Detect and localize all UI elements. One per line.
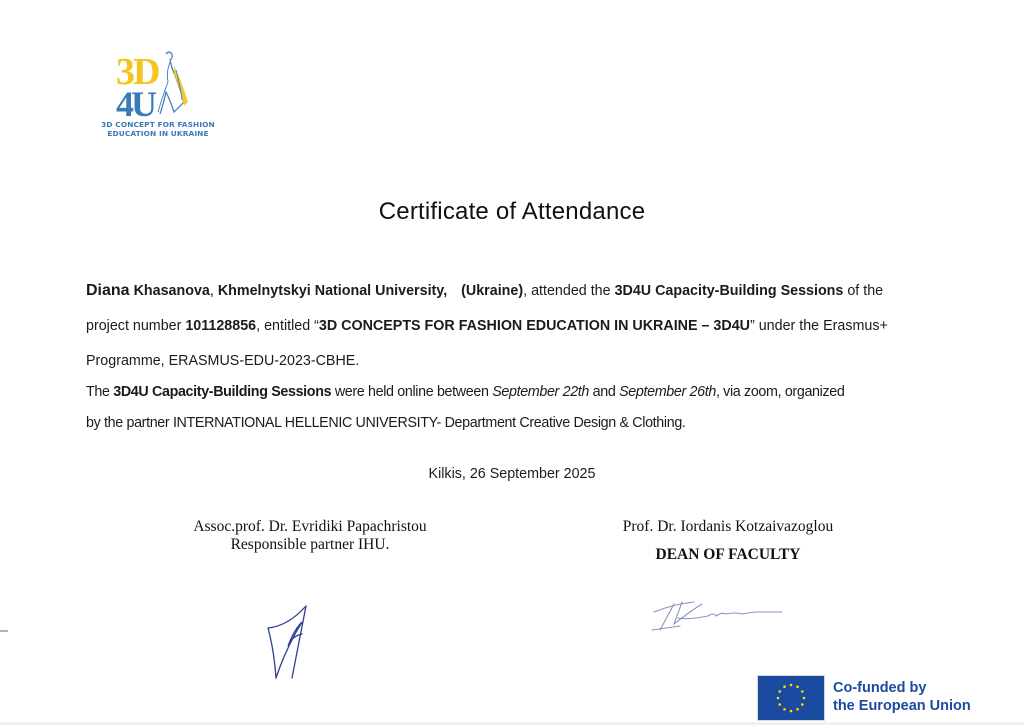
eu-cofunded-text <box>833 679 971 715</box>
of-the-text: of the <box>847 283 884 299</box>
eu-flag-icon <box>757 675 825 721</box>
signature-left-icon <box>258 598 320 684</box>
certificate-title: Certificate of Attendance <box>378 198 646 225</box>
signatory-right-role: DEAN OF FACULTY <box>655 546 801 563</box>
signatory-left-role: Responsible partner IHU. <box>230 536 390 553</box>
participant-last-name: Khasanova <box>133 283 210 299</box>
sessions-name-2: 3D4U Capacity-Building Sessions <box>113 384 332 400</box>
project-number-label: project number <box>86 318 182 334</box>
logo-caption-line2: EDUCATION IN UKRAINE <box>107 129 209 138</box>
end-date: September 26th <box>619 384 716 400</box>
svg-text:3D: 3D <box>116 51 159 93</box>
via-zoom-text: , via zoom, organized <box>715 384 845 400</box>
held-text: were held online between <box>334 384 489 400</box>
logo-caption <box>96 120 220 138</box>
participant-university: Khmelnytskyi National University, <box>217 283 448 299</box>
eu-text-line2: the European Union <box>833 698 971 714</box>
date-place: Kilkis, 26 September 2025 <box>428 466 596 482</box>
logo-caption-line1: 3D CONCEPT FOR FASHION <box>101 120 215 129</box>
3d4u-logo-icon <box>96 48 224 120</box>
signature-right-icon <box>648 596 798 638</box>
sessions-name: 3D4U Capacity-Building Sessions <box>614 283 844 299</box>
certificate-body <box>86 278 940 441</box>
attended-text: , attended the <box>523 283 611 299</box>
start-date: September 22th <box>492 384 590 400</box>
participant-country: (Ukraine) <box>461 283 524 299</box>
eu-cofunded-badge <box>757 675 987 721</box>
signatory-right <box>578 518 878 564</box>
body-line-5: by the partner INTERNATIONAL HELLENIC UNIVERSITY- Department Creative Design & Clothing. <box>86 415 686 431</box>
signatory-left <box>160 518 460 554</box>
separator: , <box>209 283 214 299</box>
edge-mark <box>0 630 8 632</box>
signatory-left-name: Assoc.prof. Dr. Evridiki Papachristou <box>193 518 427 535</box>
body-line-1 <box>86 278 940 313</box>
svg-text:4U: 4U <box>116 84 154 120</box>
body-line-3: Programme, ERASMUS-EDU-2023-CBHE. <box>86 353 360 369</box>
body-line-4 <box>86 379 940 410</box>
project-number: 101128856 <box>185 318 257 334</box>
programme-text: ” under the Erasmus+ <box>749 318 888 334</box>
and-text: and <box>592 384 616 400</box>
body-line-2 <box>86 313 940 348</box>
eu-text-line1: Co-funded by <box>833 680 927 696</box>
participant-first-name: Diana <box>86 282 130 299</box>
the-text: The <box>86 384 110 400</box>
entitled-text: , entitled “ <box>256 318 319 334</box>
signatory-right-name: Prof. Dr. Iordanis Kotzaivazoglou <box>622 518 834 535</box>
project-logo <box>96 48 224 144</box>
project-title: 3D CONCEPTS FOR FASHION EDUCATION IN UKRAINE – 3D4U <box>318 318 750 334</box>
